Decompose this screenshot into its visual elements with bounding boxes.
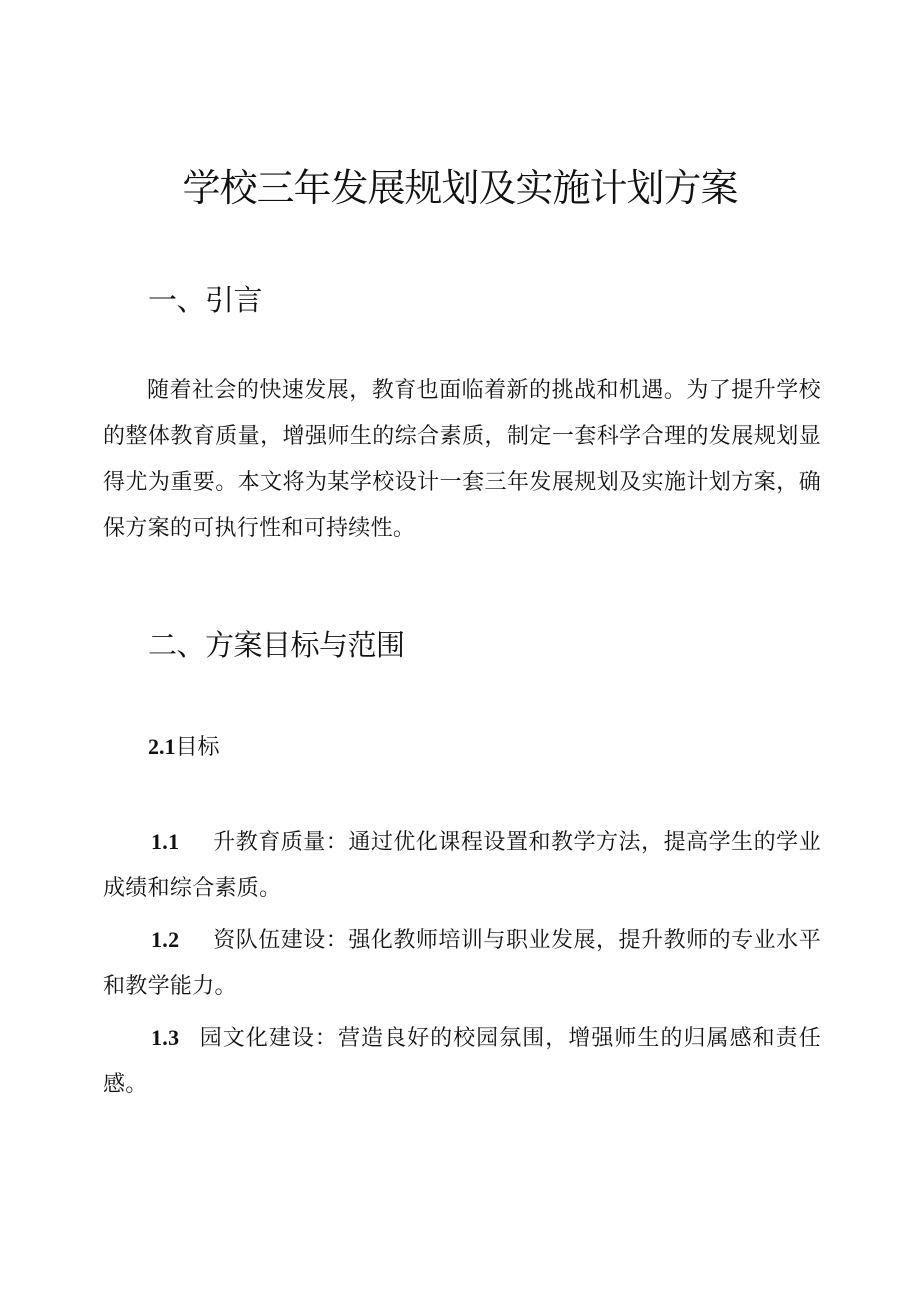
goal-item [103, 1015, 821, 1108]
goal-item-number: 1.3 [151, 1025, 180, 1050]
subsection-number: 2.1 [148, 734, 176, 759]
goal-item [103, 819, 821, 912]
goal-item-number: 1.2 [151, 927, 180, 952]
document-title: 学校三年发展规划及实施计划方案 [182, 166, 738, 210]
section-heading-introduction: 一、引言 [148, 283, 263, 317]
goal-item-number: 1.1 [151, 829, 180, 854]
subsection-heading-goals [148, 731, 220, 764]
goal-item [103, 917, 821, 1010]
goal-item-text: 升教育质量：通过优化课程设置和教学方法，提高学生的学业成绩和综合素质。 [103, 830, 821, 901]
section-heading-goals-scope: 二、方案目标与范围 [148, 628, 405, 662]
goal-item-text: 资队伍建设：强化教师培训与职业发展，提升教师的专业水平和教学能力。 [103, 928, 821, 999]
goal-item-text: 园文化建设：营造良好的校园氛围，增强师生的归属感和责任感。 [103, 1026, 821, 1097]
subsection-label: 目标 [175, 735, 220, 760]
introduction-paragraph: 随着社会的快速发展，教育也面临着新的挑战和机遇。为了提升学校的整体教育质量，增强师生的综合素质，制定一套科学合理的发展规划显得尤为重要。本文将为某学校设计一套三年发展规划及实施计划方案，确保方案的可执行性和可持续性。 [103, 378, 821, 541]
